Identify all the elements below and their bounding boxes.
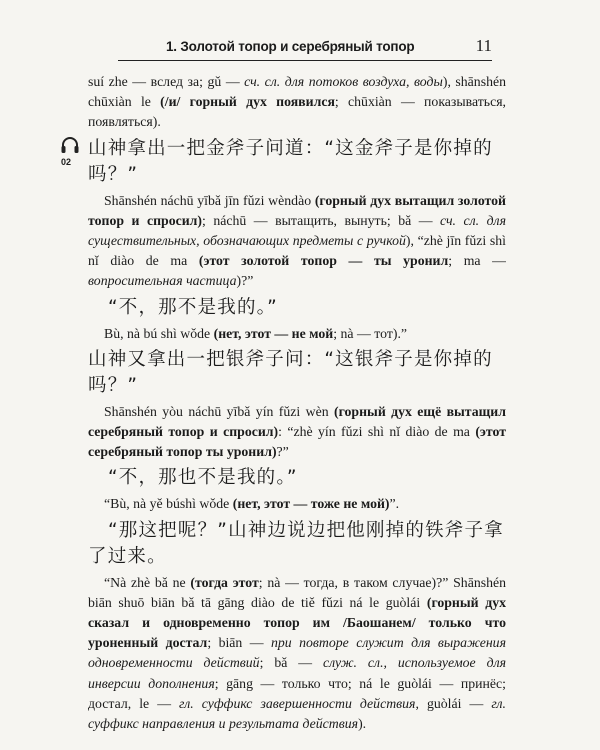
chinese-sentence: “那这把呢？”山神边说边把他刚掉的铁斧子拿了过来。 <box>88 519 504 567</box>
audio-track-marker <box>60 135 82 175</box>
chinese-sentence: “不，那不是我的。” <box>108 296 278 318</box>
page-number: 11 <box>475 36 492 55</box>
annotation-paragraph: “Bù, nà yě búshì wǒde (нет, этот — тоже не мой)”. <box>104 496 400 512</box>
annotation-paragraph: Bù, nà bú shì wǒde (нет, этот — не мой; nà — тот).” <box>104 325 408 341</box>
annotation-paragraph: suí zhe — вслед за; gǔ — сч. сл. для потоков воздуха, воды), shānshén chūxiàn le (/и/ горный дух появился; chūxiàn — показываться, появляться). <box>88 74 506 130</box>
annotation-paragraph: Shānshén náchū yībǎ jīn fǔzi wèndào (горный дух вытащил золотой топор и спросил); náchū — вытащить, вынуть; bǎ — сч. сл. для существительных, обозначающих предметы с ручкой), “zhè jīn fǔzi shì nǐ diào de ma (этот золотой топор — ты уронил; ma — вопросительная частица)?” <box>88 192 506 289</box>
headphones-icon <box>60 135 80 155</box>
chinese-sentence: 山神拿出一把金斧子问道：“这金斧子是你掉的吗？” <box>88 137 493 185</box>
annotation-paragraph: Shānshén yòu náchū yībǎ yín fǔzi wèn (горный дух ещё вытащил серебряный топор и спросил): “zhè yín fǔzi shì nǐ diào de ma (этот серебряный топор ты уронил)?” <box>88 403 506 460</box>
chapter-title: 1. Золотой топор и серебряный топор <box>166 39 415 54</box>
running-header <box>118 38 492 61</box>
page-body <box>88 72 506 734</box>
audio-track-number: 02 <box>61 157 72 167</box>
chinese-sentence: 山神又拿出一把银斧子问：“这银斧子是你掉的吗？” <box>88 348 493 396</box>
chinese-sentence: “不，那也不是我的。” <box>108 467 298 489</box>
annotation-paragraph: “Nà zhè bǎ ne (тогда этот; nà — тогда, в таком случае)?” Shānshén biān shuō biān bǎ tā gāng diào de tiě fǔzi ná le guòlái (горный дух сказал и одновременно топор им /Баошанем/ только что уроненный достал; biān — при повторе служит для выражения одновременности действий; bǎ — служ. сл., используемое для инверсии дополнения; gāng — только что; ná le guòlái — принёс; достал, le — гл. суффикс завершенности действия, guòlái — гл. суффикс направления и результата действия). <box>88 574 507 732</box>
